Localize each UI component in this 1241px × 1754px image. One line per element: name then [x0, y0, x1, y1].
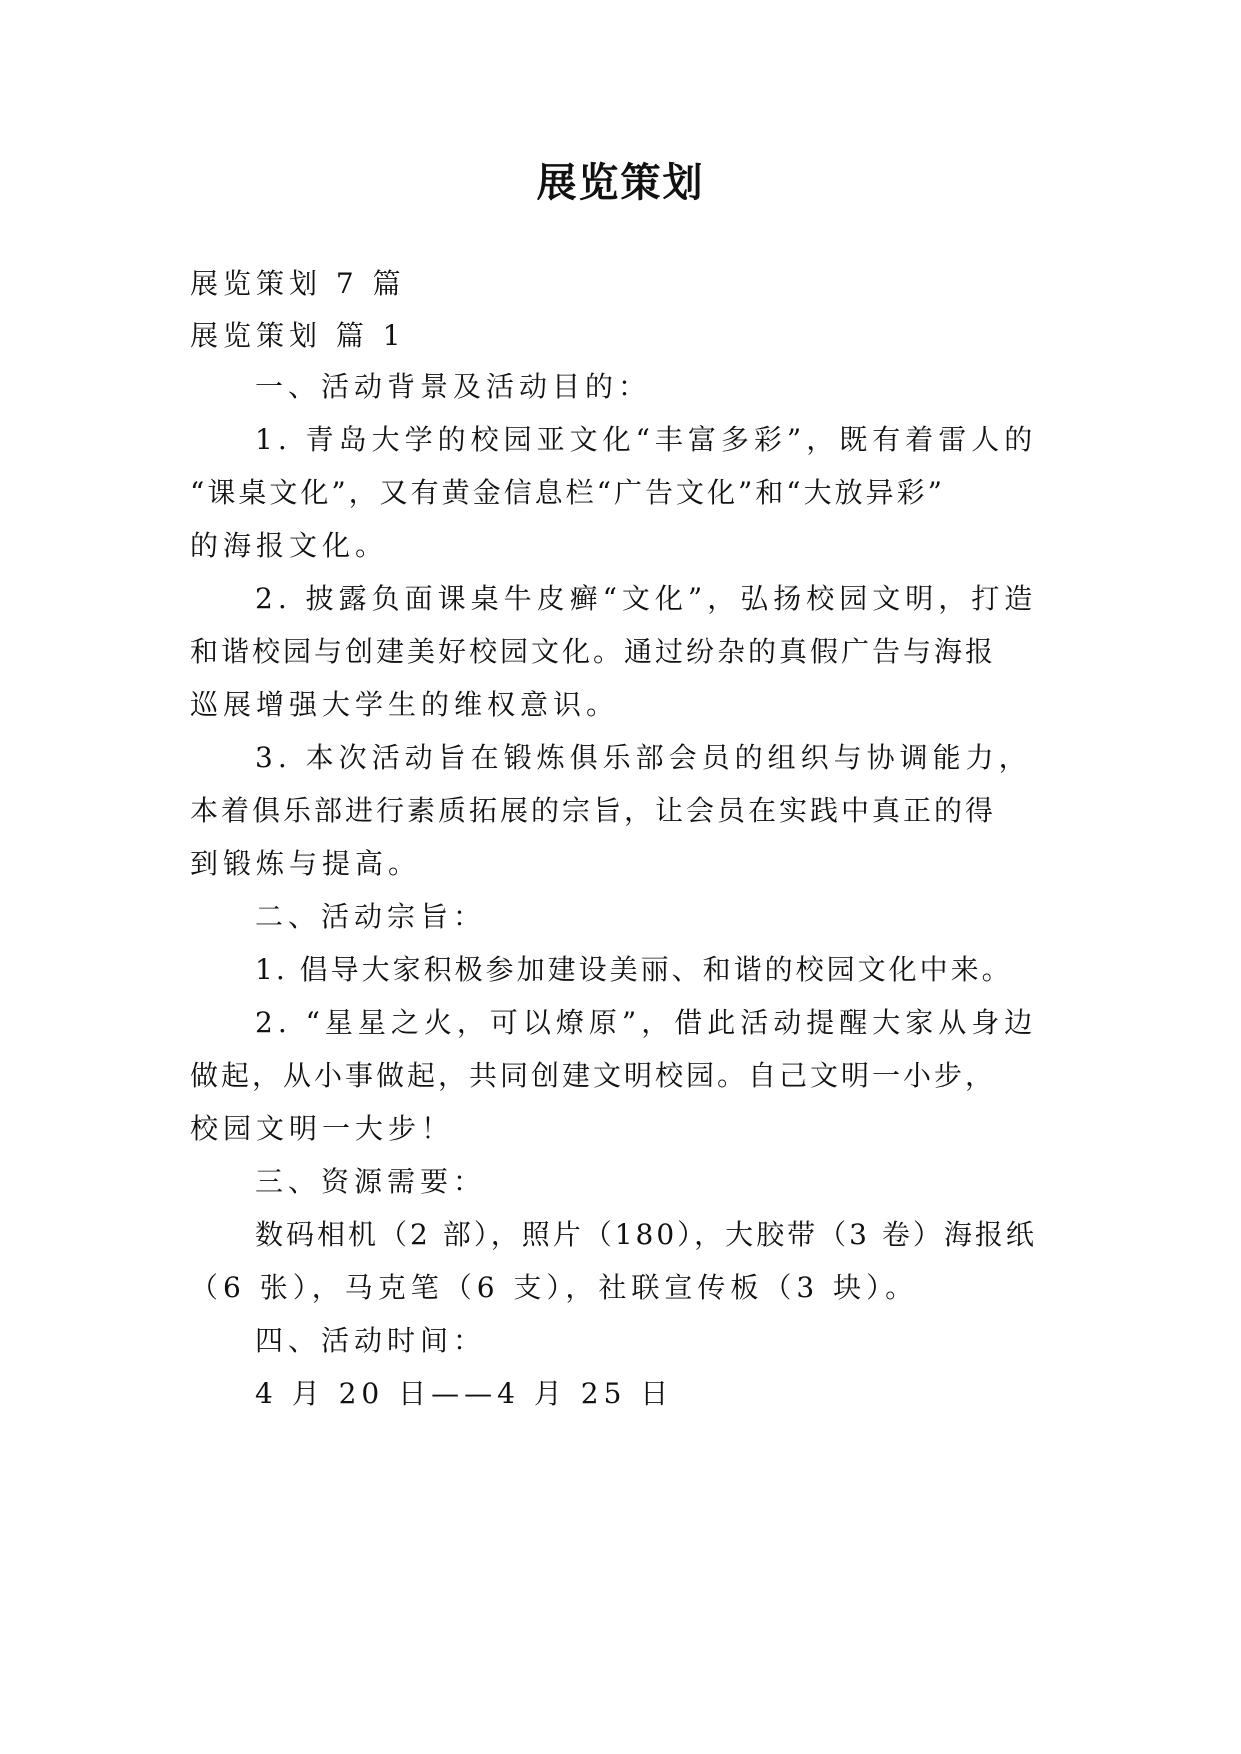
paragraph-line: 做起，从小事做起，共同创建文明校园。自己文明一小步， [190, 1059, 997, 1092]
paragraph-line: 4 月 20 日——4 月 25 日 [255, 1377, 674, 1410]
subtitle-line: 展览策划 7 篇 [190, 267, 406, 300]
paragraph-line: 巡展增强大学生的维权意识。 [190, 688, 620, 721]
paragraph-line: （6 张），马克笔（6 支），社联宣传板（3 块）。 [190, 1271, 919, 1304]
document-title: 展览策划 [536, 160, 705, 206]
paragraph-line: 本着俱乐部进行素质拓展的宗旨，让会员在实践中真正的得 [190, 794, 997, 827]
paragraph-line: 3. 本次活动旨在锻炼俱乐部会员的组织与协调能力， [255, 741, 1032, 774]
paragraph-line: 校园文明一大步！ [190, 1112, 455, 1145]
paragraph-line: 2. 披露负面课桌牛皮癣“文化”，弘扬校园文明，打造 [255, 582, 1038, 615]
paragraph-line: 数码相机（2 部），照片（180），大胶带（3 卷）海报纸 [255, 1218, 1037, 1251]
paragraph-line: 的海报文化。 [190, 529, 389, 562]
paragraph-line: 1. 青岛大学的校园亚文化“丰富多彩”，既有着雷人的 [255, 423, 1038, 456]
heading-line: 三、资源需要： [255, 1165, 487, 1198]
paragraph-line: “课桌文化”，又有黄金信息栏“广告文化”和“大放异彩” [190, 476, 945, 509]
paragraph-line: 和谐校园与创建美好校园文化。通过纷杂的真假广告与海报 [190, 635, 997, 668]
paragraph-line: 到锻炼与提高。 [190, 847, 422, 880]
paragraph-line: 1. 倡导大家积极参加建设美丽、和谐的校园文化中来。 [255, 953, 1013, 986]
section-heading: 展览策划 篇 1 [190, 319, 406, 352]
heading-line: 一、活动背景及活动目的： [255, 370, 652, 403]
heading-line: 二、活动宗旨： [255, 900, 487, 933]
heading-line: 四、活动时间： [255, 1324, 487, 1357]
paragraph-line: 2. “星星之火，可以燎原”，借此活动提醒大家从身边 [255, 1006, 1038, 1039]
